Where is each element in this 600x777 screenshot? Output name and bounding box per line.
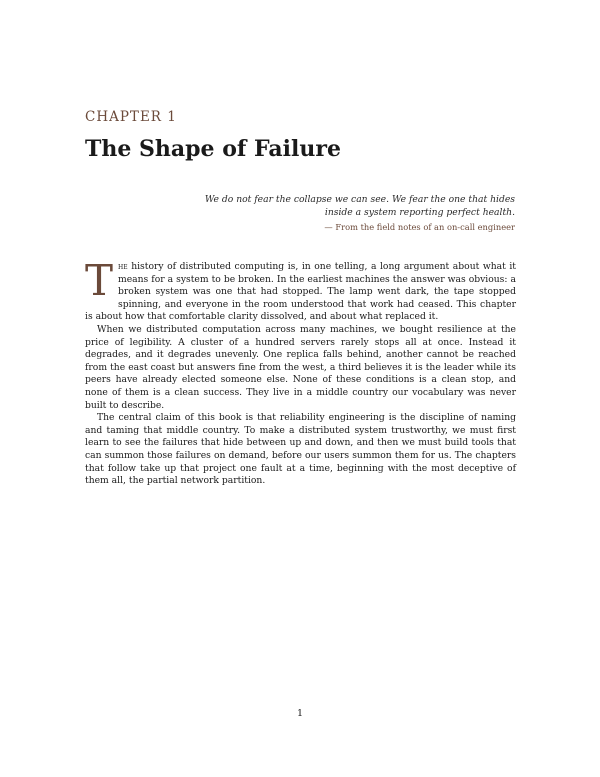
chapter-label: CHAPTER 1	[85, 109, 177, 125]
epigraph-quote	[160, 193, 515, 219]
epigraph-attribution: — From the field notes of an on-call engineer	[324, 222, 515, 232]
chapter-title: The Shape of Failure	[85, 136, 341, 162]
paragraph-1	[85, 256, 516, 324]
paragraph-2: When we distributed computation across many machines, we bought resilience at the price of legibility. A cluster of a hundred servers rarely stops all at once. Instead it degrades, and it degrades unevenly. One replica falls behind, another cannot be reached from the east coast but answers fine from the west, a third believes it is the leader while its peers have already elected someone else. None of these conditions is a clean stop, and none of them is a clean success. They live in a middle country our vocabulary was never built to describe.	[85, 323, 516, 411]
epigraph-quote-line-1: We do not fear the collapse we can see. We fear the one that hides	[204, 194, 515, 205]
paragraph-1-text: history of distributed computing is, in one telling, a long argument about what it means for a system to be broken. In the earliest machines the answer was obvious: a broken system was one that had stopped. The lamp went dark, the tape stopped spinning, and everyone in the room understood that work had ceased. This chapter is about how that comfortable clarity dissolved, and about what replaced it.	[85, 261, 516, 323]
epigraph	[160, 193, 515, 232]
chapter-body	[85, 256, 516, 488]
epigraph-quote-line-2: inside a system reporting perfect health.	[324, 207, 515, 218]
page-number: 1	[296, 708, 304, 719]
drop-cap: T	[85, 256, 114, 305]
paragraph-3: The central claim of this book is that reliability engineering is the discipline of naming and taming that middle country. To make a distributed system trustworthy, we must first learn to see the failures that hide between up and down, and then we must build tools that can summon those failures on demand, before our users summon them for us. The chapters that follow take up that project one fault at a time, beginning with the most deceptive of them all, the partial network partition.	[85, 412, 516, 487]
paragraph-1-small-caps: he	[118, 261, 128, 272]
